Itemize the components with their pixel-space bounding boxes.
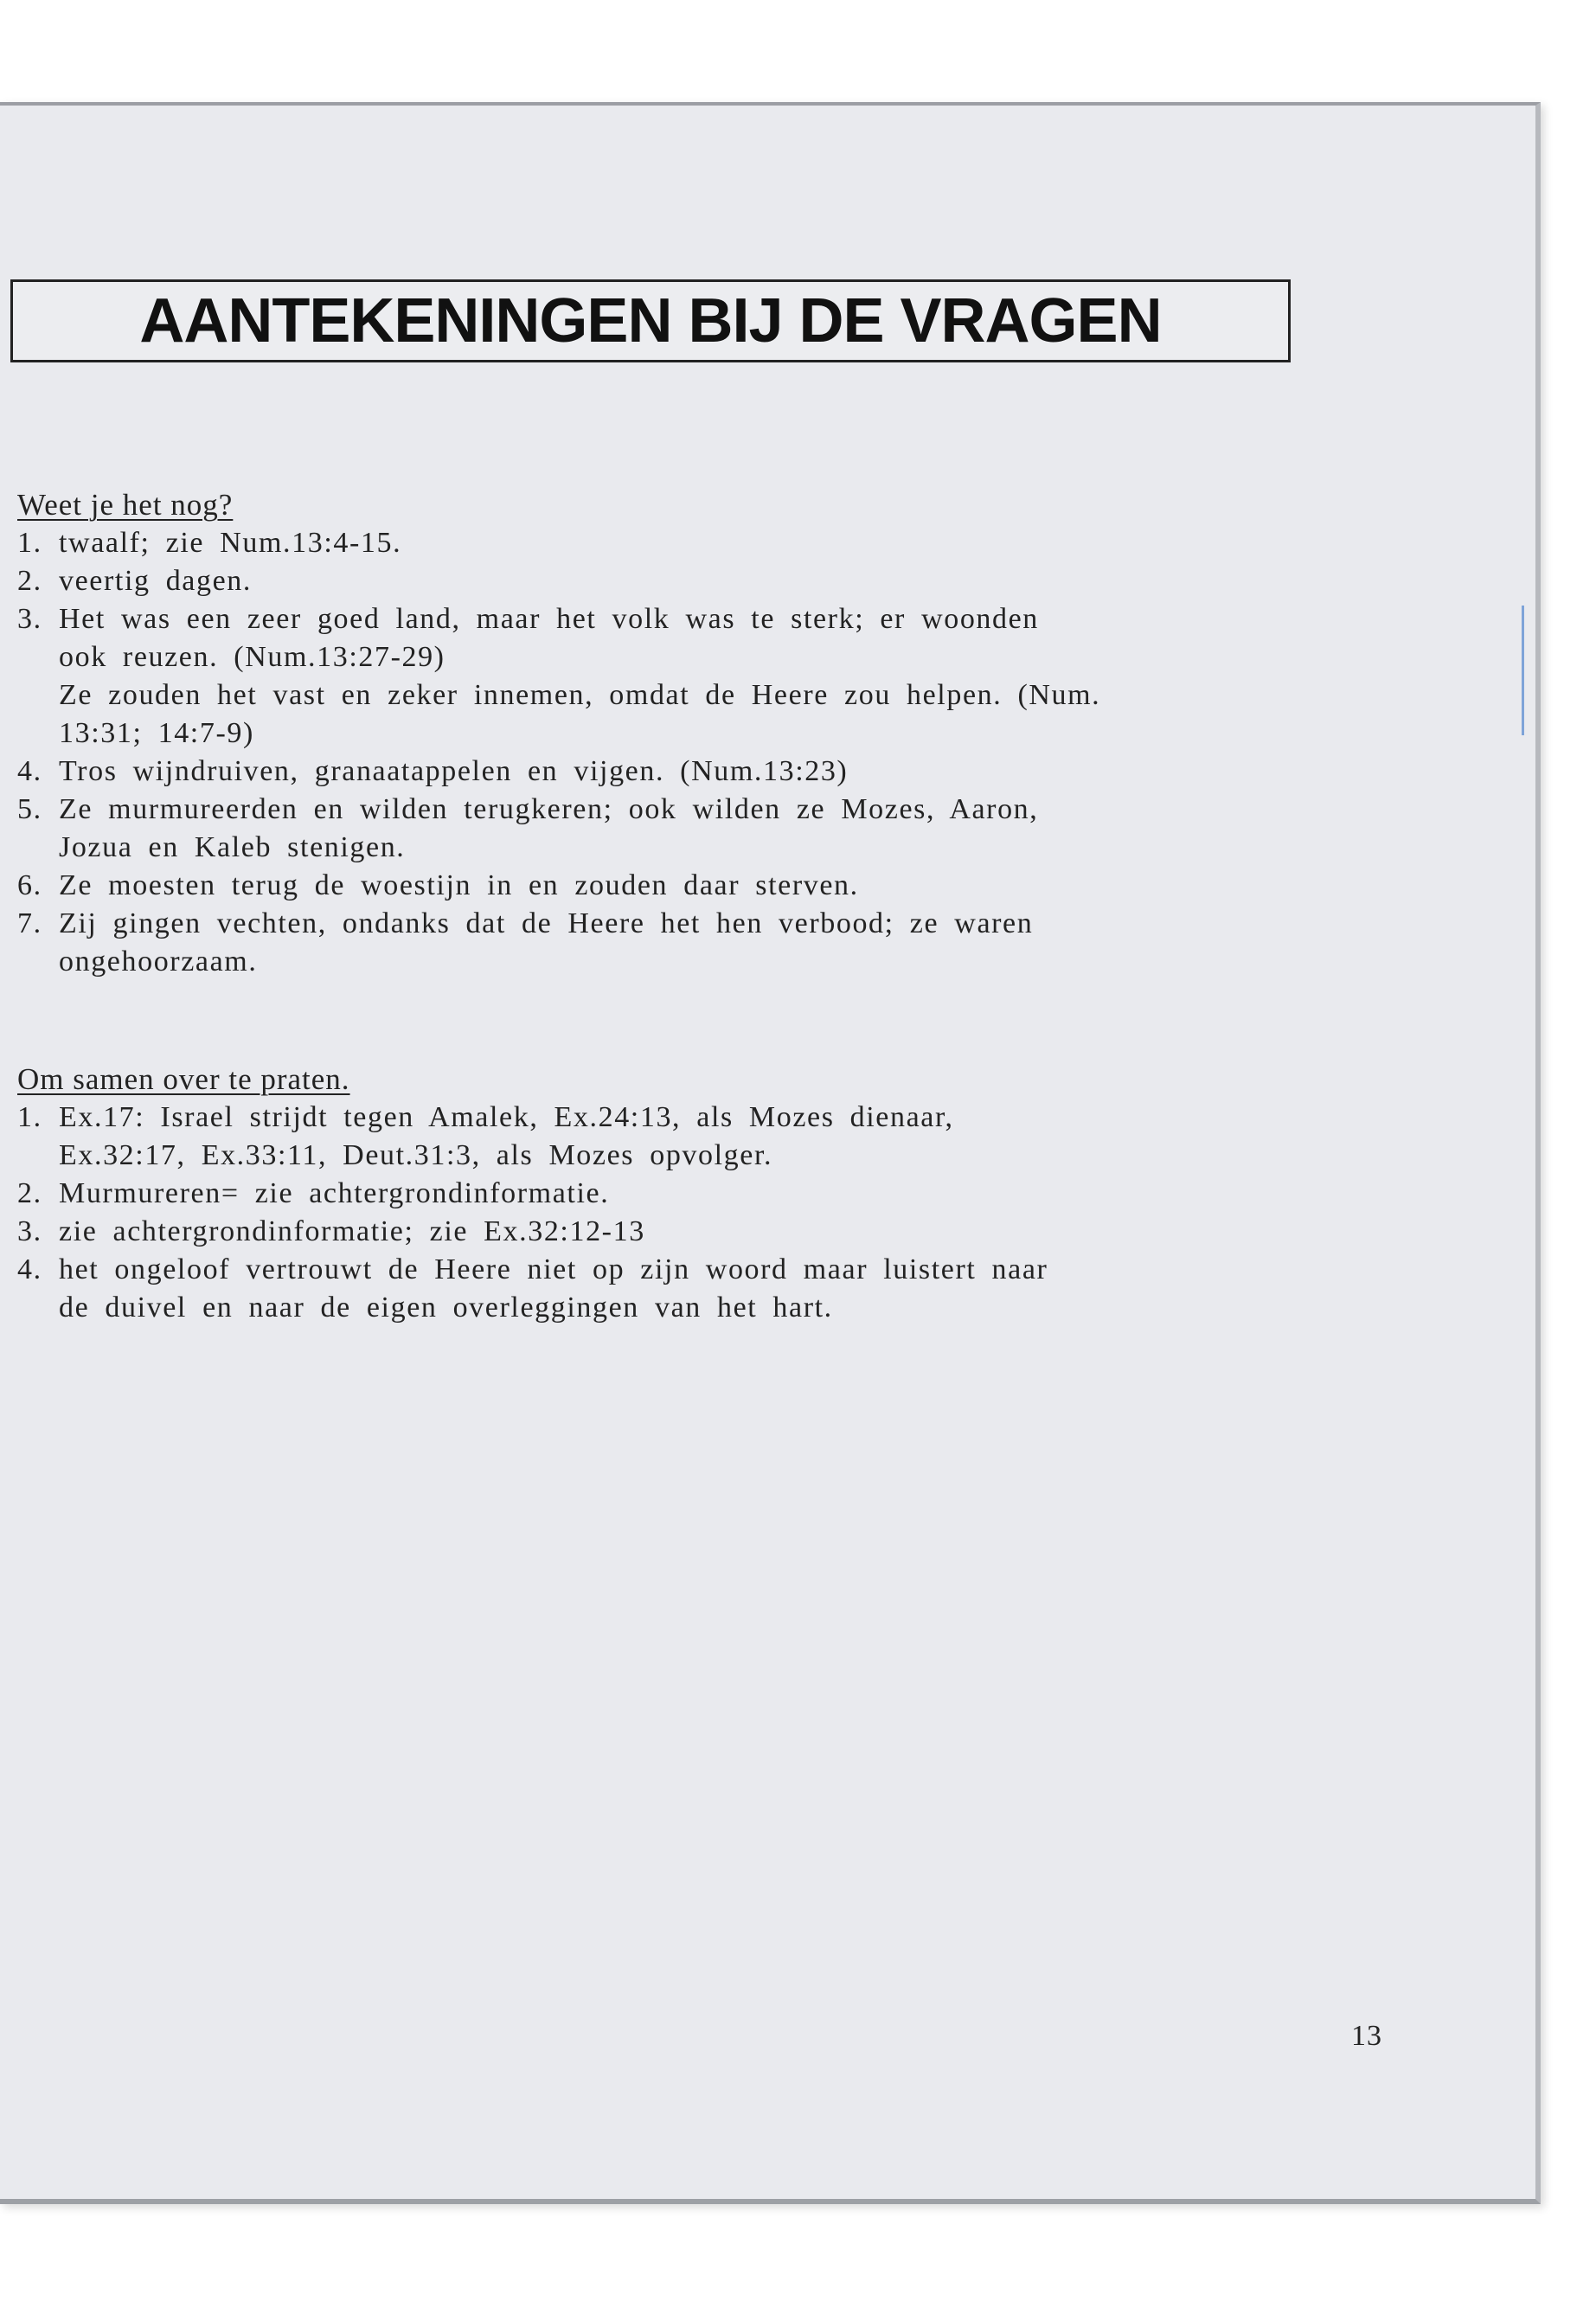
item-number: 2. [17,565,42,597]
page-edge-accent [1522,606,1524,735]
section-title: Weet je het nog? [17,488,234,522]
item-number: 1. [17,1101,42,1133]
item-number: 3. [17,1215,42,1247]
item-number: 2. [17,1177,42,1209]
item-line: Zij gingen vechten, ondanks dat de Heere het hen verbood; ze waren [59,907,1034,939]
list-item [17,1099,1263,1175]
list-item [17,905,1263,981]
section-om-samen-over-te-praten [17,1061,1263,1327]
item-number: 6. [17,869,42,901]
heading-box [10,279,1291,362]
section-title: Om samen over te praten. [17,1062,350,1096]
item-line: ongehoorzaam. [59,945,258,977]
item-line: 13:31; 14:7-9) [59,717,254,749]
item-number: 7. [17,907,42,939]
item-line: Murmureren= zie achtergrondinformatie. [59,1177,610,1209]
item-line: twaalf; zie Num.13:4-15. [59,527,402,559]
list-item [17,562,1263,600]
item-number: 5. [17,793,42,825]
item-line: veertig dagen. [59,565,252,597]
item-number: 3. [17,603,42,635]
item-line: Ex.32:17, Ex.33:11, Deut.31:3, als Mozes opvolger. [59,1139,773,1171]
item-line: Tros wijndruiven, granaatappelen en vijgen. (Num.13:23) [59,755,849,787]
page-number: 13 [1351,2020,1382,2052]
list-item [17,1175,1263,1213]
list-item [17,753,1263,791]
page-heading: AANTEKENINGEN BIJ DE VRAGEN [139,286,1162,356]
list-item [17,791,1263,867]
item-line: Ex.17: Israel strijdt tegen Amalek, Ex.24:13, als Mozes dienaar, [59,1101,954,1133]
item-line: de duivel en naar de eigen overleggingen van het hart. [59,1292,833,1324]
item-line: zie achtergrondinformatie; zie Ex.32:12-13 [59,1215,645,1247]
item-line: Het was een zeer goed land, maar het volk was te sterk; er woonden [59,603,1039,635]
item-number: 4. [17,755,42,787]
section-weet-je-het-nog [17,486,1263,981]
item-line: Jozua en Kaleb stenigen. [59,831,406,863]
item-number: 1. [17,527,42,559]
list-item [17,1213,1263,1251]
list-item [17,524,1263,562]
item-line: Ze zouden het vast en zeker innemen, omdat de Heere zou helpen. (Num. [59,679,1101,711]
item-line: het ongeloof vertrouwt de Heere niet op zijn woord maar luistert naar [59,1253,1048,1285]
list-item [17,1251,1263,1327]
item-line: Ze moesten terug de woestijn in en zouden daar sterven. [59,869,859,901]
item-line: ook reuzen. (Num.13:27-29) [59,641,445,673]
list-item [17,600,1263,753]
item-number: 4. [17,1253,42,1285]
item-line: Ze murmureerden en wilden terugkeren; ook wilden ze Mozes, Aaron, [59,793,1039,825]
list-item [17,867,1263,905]
